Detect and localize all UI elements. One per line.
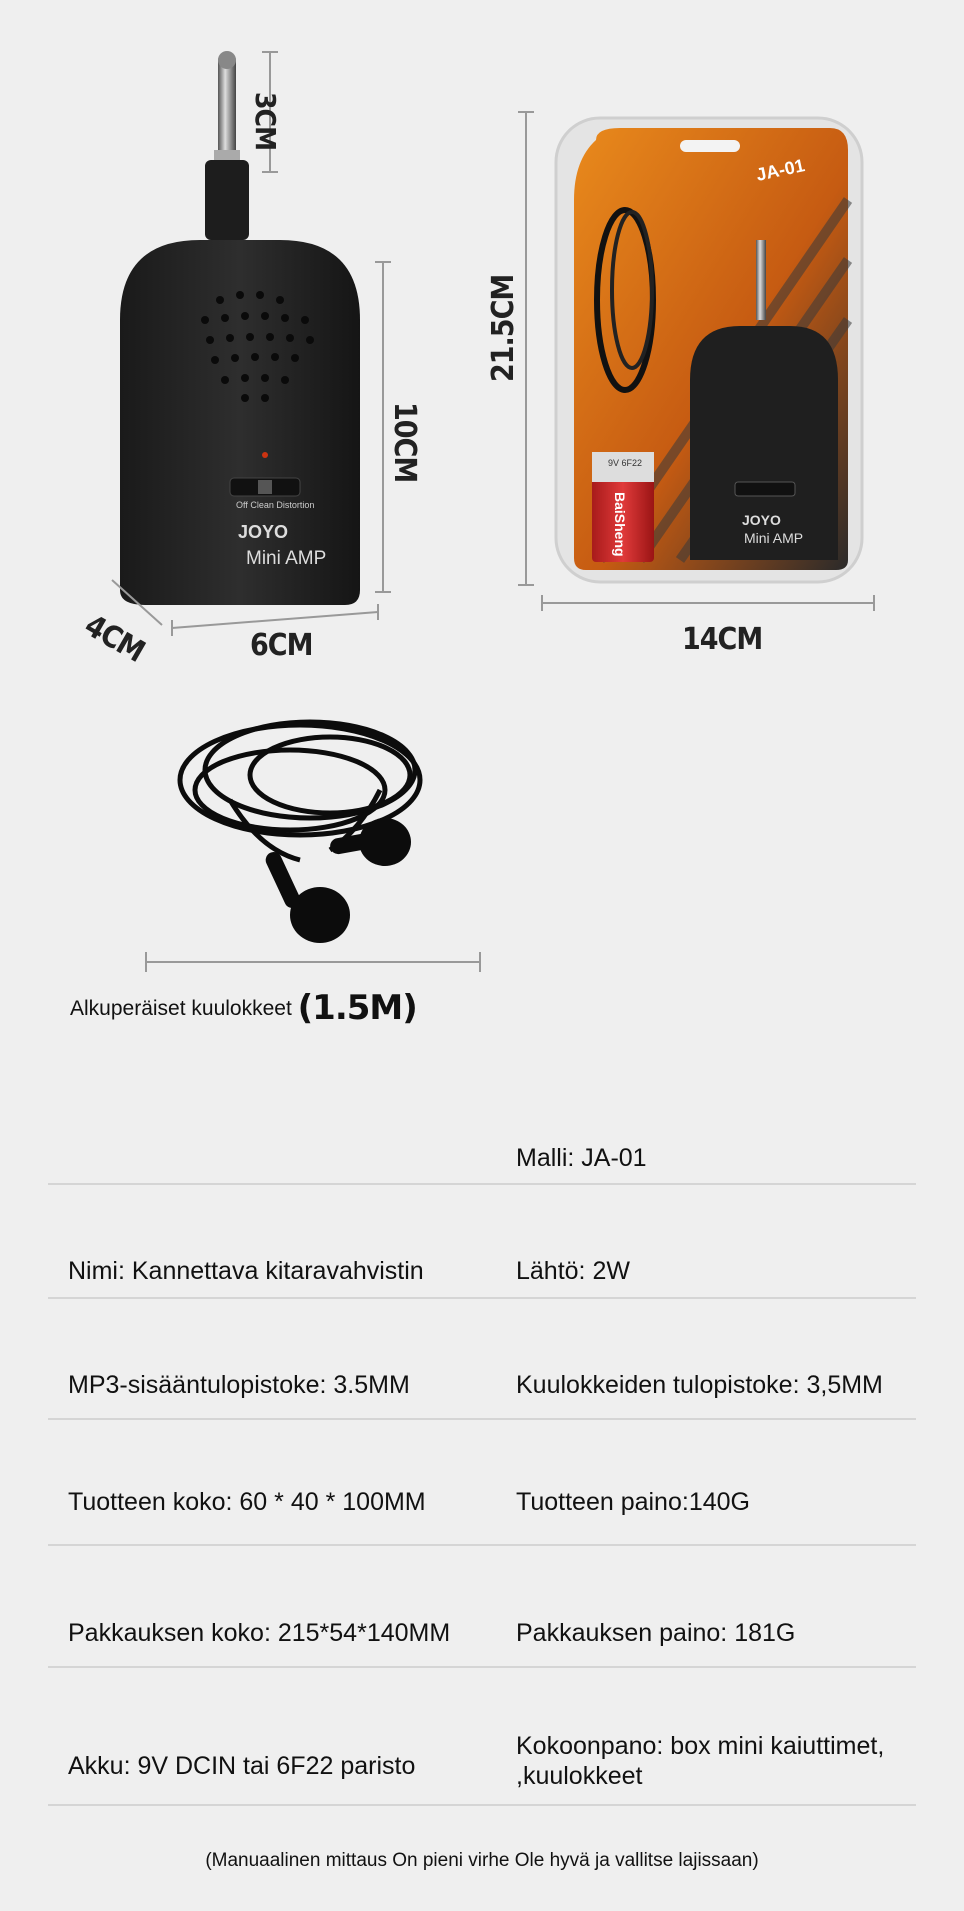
headphones-caption-text: Alkuperäiset kuulokkeet [70, 997, 292, 1020]
amp-depth-label: 4CM [78, 608, 151, 670]
headphones-caption [70, 988, 417, 1028]
spec-divider [48, 1418, 916, 1420]
spec-product-weight: Tuotteen paino:140G [516, 1488, 750, 1516]
spec-model: Malli: JA-01 [516, 1144, 647, 1172]
package-amp-model: Mini AMP [744, 530, 804, 546]
spec-product-size: Tuotteen koko: 60 * 40 * 100MM [68, 1488, 426, 1516]
spec-output: Lähtö: 2W [516, 1257, 630, 1285]
spec-divider [48, 1804, 916, 1806]
switch-label-distortion: Distortion [276, 500, 315, 510]
spec-headphone-input: Kuulokkeiden tulopistoke: 3,5MM [516, 1371, 883, 1399]
spec-divider [48, 1183, 916, 1185]
spec-package-weight: Pakkauksen paino: 181G [516, 1619, 796, 1647]
spec-battery: Akku: 9V DCIN tai 6F22 paristo [68, 1752, 416, 1780]
switch-label-off: Off [236, 500, 248, 510]
amp-height-label: 10CM [387, 402, 422, 483]
measurement-footnote: (Manuaalinen mittaus On pieni virhe Ole hyvä ja vallitse lajissaan) [205, 1850, 759, 1871]
amp-brand: JOYO [238, 522, 289, 542]
spec-package-size: Pakkauksen koko: 215*54*140MM [68, 1619, 451, 1647]
switch-labels [236, 500, 314, 510]
battery-brand: BaiSheng [612, 492, 628, 557]
amp-width-label: 6CM [250, 628, 313, 663]
package-amp-brand: JOYO [742, 512, 781, 528]
spec-divider [48, 1666, 916, 1668]
battery-type: 9V 6F22 [607, 458, 643, 468]
amp-model: Mini AMP [246, 548, 327, 569]
package-height-label: 21.5CM [486, 274, 521, 382]
spec-assembly: Kokoonpano: box mini kaiuttimet, ,kuulokkeet [516, 1732, 885, 1790]
spec-divider [48, 1544, 916, 1546]
spec-divider [48, 1297, 916, 1299]
plug-length-label: 3CM [249, 92, 282, 151]
spec-mp3-input: MP3-sisääntulopistoke: 3.5MM [68, 1371, 410, 1399]
package-width-label: 14CM [682, 622, 763, 657]
switch-label-clean: Clean [250, 500, 274, 510]
package-model-badge: JA-01 [754, 155, 807, 185]
cable-length-label: (1.5M) [297, 988, 417, 1028]
package [556, 118, 862, 582]
spec-name: Nimi: Kannettava kitaravahvistin [68, 1257, 424, 1285]
audio-plug [205, 51, 249, 240]
